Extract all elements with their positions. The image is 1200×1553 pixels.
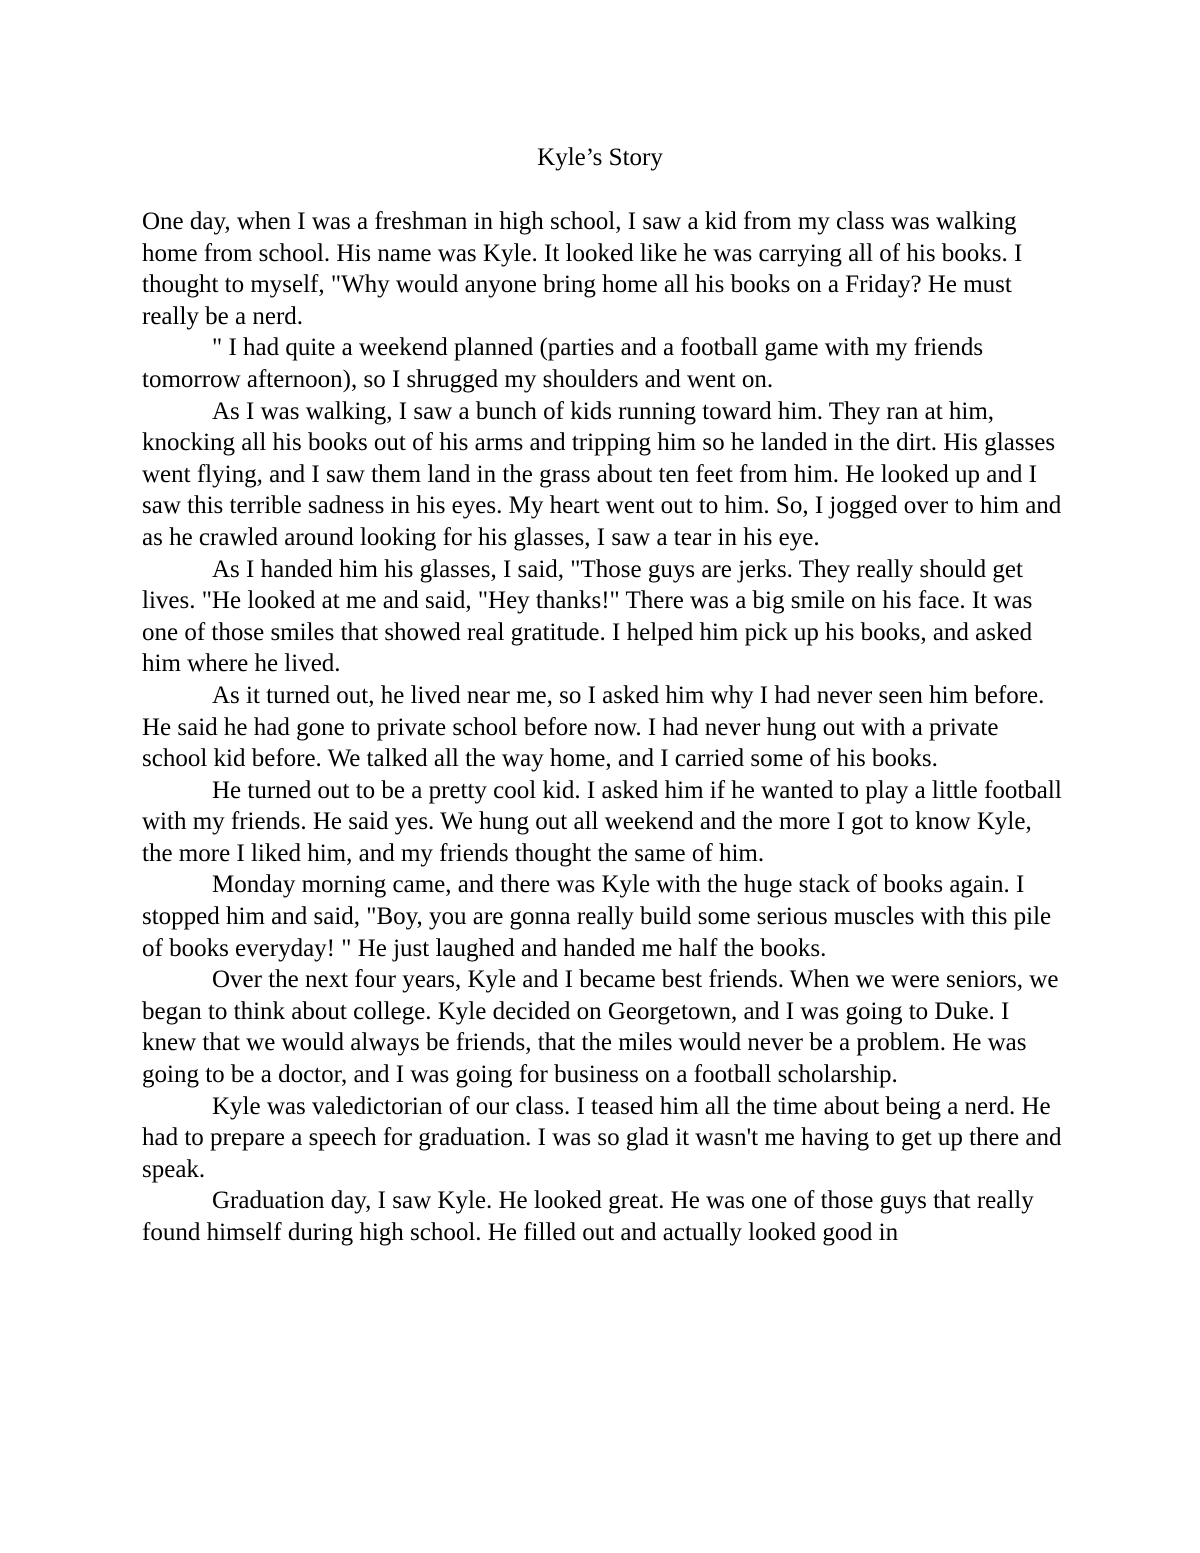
document-title: Kyle’s Story <box>537 144 663 171</box>
document-body <box>142 206 1067 1249</box>
paragraph-7: Monday morning came, and there was Kyle with the huge stack of books again. I stopped him and said, "Boy, you are gonna really build some serious muscles with this pile of books everyday! " He just laughed and handed me half the books. <box>142 871 1052 962</box>
paragraph-1: One day, when I was a freshman in high school, I saw a kid from my class was walking home from school. His name was Kyle. It looked like he was carrying all of his books. I thought to myself, "Why would anyone bring home all his books on a Friday? He must really be a nerd. <box>142 208 1023 330</box>
paragraph-10: Graduation day, I saw Kyle. He looked great. He was one of those guys that really found himself during high school. He filled out and actually looked good in <box>142 1187 1034 1246</box>
paragraph-9: Kyle was valedictorian of our class. I teased him all the time about being a nerd. He had to prepare a speech for graduation. I was so glad it wasn't me having to get up there and speak. <box>142 1092 1062 1183</box>
paragraph-6: He turned out to be a pretty cool kid. I asked him if he wanted to play a little football with my friends. He said yes. We hung out all weekend and the more I got to know Kyle, the more I liked him, and my friends thought the same of him. <box>142 776 1062 867</box>
paragraph-2: " I had quite a weekend planned (parties and a football game with my friends tomorrow afternoon), so I shrugged my shoulders and went on. <box>142 334 984 393</box>
paragraph-4: As I handed him his glasses, I said, "Those guys are jerks. They really should get lives. "He looked at me and said, "Hey thanks!" There was a big smile on his face. It was one of those smiles that showed real gratitude. I helped him pick up his books, and asked him where he lived. <box>142 555 1033 678</box>
paragraph-5: As it turned out, he lived near me, so I asked him why I had never seen him before. He said he had gone to private school before now. I had never hung out with a private school kid before. We talked all the way home, and I carried some of his books. <box>142 681 1045 773</box>
paragraph-3: As I was walking, I saw a bunch of kids running toward him. They ran at him, knocking all his books out of his arms and tripping him so he landed in the dirt. His glasses went flying, and I saw them land in the grass about ten feet from him. He looked up and I saw this terrible sadness in his eyes. My heart went out to him. So, I jogged over to him and as he crawled around looking for his glasses, I saw a tear in his eye. <box>142 397 1062 551</box>
paragraph-8: Over the next four years, Kyle and I became best friends. When we were seniors, we began to think about college. Kyle decided on Georgetown, and I was going to Duke. I knew that we would always be friends, that the miles would never be a problem. He was going to be a doctor, and I was going for business on a football scholarship. <box>142 966 1059 1089</box>
